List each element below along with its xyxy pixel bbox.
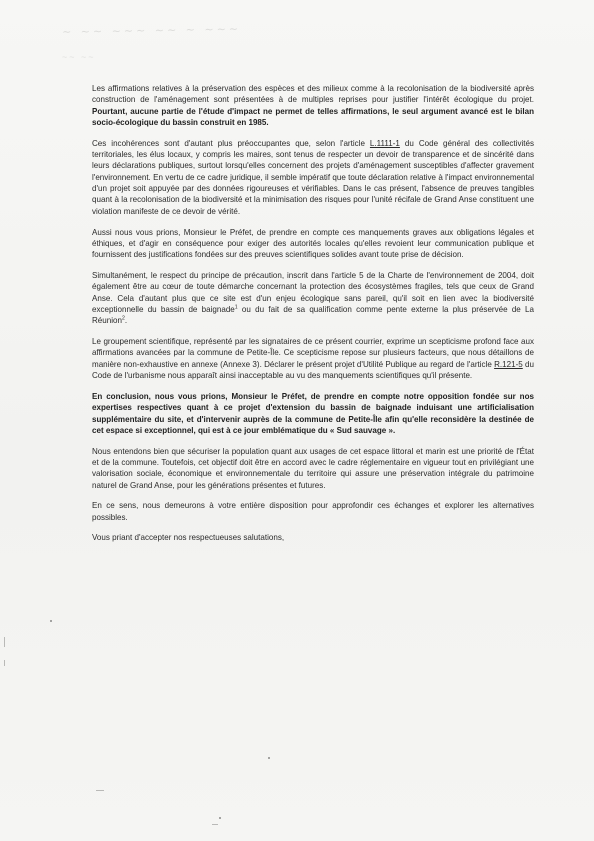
paragraph-availability: En ce sens, nous demeurons à votre entière disposition pour approfondir ces échanges et explorer les alternatives possibles.: [92, 501, 534, 522]
article-reference-r121-5: R.121-5: [494, 359, 523, 369]
paragraph-request-prefect: Aussi nous vous prions, Monsieur le Préfet, de prendre en compte ces manquements graves aux obligations légales et éthiques, et d'agir en conséquence pour exiger des autorités locales qu'elles revoient leur communication publique et fournissent des justifications fondées sur des preuves scientifiques solides avant toute prise de décision.: [92, 227, 534, 260]
article-reference-l1111-1: L.1111-1: [369, 138, 400, 148]
paragraph-conclusion: En conclusion, nous vous prions, Monsieur le Préfet, de prendre en compte notre opposition fondée sur nos expertises respectives quant à ce projet d'extension du bassin de baignade induisant une artificialisation supplémentaire du site, et d'intervenir auprès de la commune de Petite-Île afin qu'elle reconsidère la destinée de cet espace si exceptionnel, qui est à ce jour emblématique du « Sud sauvage ».: [92, 391, 534, 435]
scan-margin-mark: [4, 637, 5, 647]
scan-speck: [50, 620, 52, 622]
scan-margin-mark: [212, 824, 218, 825]
paragraph-precaution-principle: Simultanément, le respect du principe de précaution, inscrit dans l'article 5 de la Charte de l'environnement de 2004, doit également être au cœur de toute démarche concernant la protection des écosystèmes fragiles, tels que ceux de Grand Anse. Cela d'autant plus que ce site est d'un enjeu écologique sans pareil, qu'il soit en lien avec la biodiversité exceptionnelle du bassin de baignade$^1$ ou du fait de sa qualification comme pente externe la plus préservée de La Réunion$^2$.: [92, 270, 534, 326]
footnote-marker-1: 1: [234, 304, 238, 311]
footnote-marker-2: 2: [121, 315, 125, 322]
paragraph-legal-duty: Ces incohérences sont d'autant plus préoccupantes que, selon l'article L.1111-1 du Code général des collectivités territoriales, les élus locaux, y compris les maires, sont tenus de respecter un devoir de transparence et de sincérité dans leurs déclarations publiques, surtout lorsqu'elles concernent des projets d'aménagement susceptibles d'affecter gravement l'environnement. En vertu de ce cadre juridique, il semble impératif que toute déclaration relative à l'impact environnemental d'un projet soit appuyée par des données rigoureuses et vérifiables. Dans le cas présent, l'absence de preuves tangibles quant à la recolonisation de la biodiversité et la minimisation des risques pour l'unité récifale de Grand Anse constituent une violation manifeste de ce devoir de vérité.: [92, 138, 534, 216]
bleed-through-text: ~ ~~ ~~~ ~~ ~ ~~~: [61, 22, 242, 39]
letter-body: [92, 83, 534, 553]
bold-statement: Pourtant, aucune partie de l'étude d'impact ne permet de telles affirmations, le seul argument avancé est le bilan socio-écologique du bassin construit en 1985.: [92, 106, 534, 128]
scan-speck: [219, 817, 221, 819]
paragraph-population-safety: Nous entendons bien que sécuriser la population quant aux usages de cet espace littoral et marin est une priorité de l'État et de la commune. Toutefois, cet objectif doit être en accord avec le cadre réglementaire en vigueur tout en privilégiant une valorisation sociale, économique et environnementale du territoire qui assure une préservation intégrale du patrimoine naturel de Grand Anse, pour les générations présentes et futures.: [92, 446, 534, 490]
paragraph-scientific-skepticism: Le groupement scientifique, représenté par les signataires de ce présent courrier, exprime un scepticisme profond face aux affirmations avancées par la commune de Petite-Île. Ce scepticisme repose sur plusieurs facteurs, que nous détaillons de manière non-exhaustive en annexe (Annexe 3). Déclarer le présent projet d'Utilité Publique au regard de l'article R.121-5 du Code de l'urbanisme nous apparaît ainsi inacceptable au vu des manquements scientifiques qu'il présente.: [92, 337, 534, 381]
scan-margin-mark: [4, 660, 5, 666]
bleed-through-mark: ~~ ~~: [62, 52, 96, 62]
scan-speck: [268, 757, 270, 759]
scan-margin-mark: [96, 790, 104, 791]
paragraph-closing-salutation: Vous priant d'accepter nos respectueuses salutations,: [92, 533, 285, 543]
paragraph-biodiversity-claims: Les affirmations relatives à la préservation des espèces et des milieux comme à la recolonisation de la biodiversité après construction de l'aménagement sont présentées à de multiples reprises pour justifier l'intérêt écologique du projet. Pourtant, aucune partie de l'étude d'impact ne permet de telles affirmations, le seul argument avancé est le bilan socio-écologique du bassin construit en 1985.: [92, 84, 534, 128]
